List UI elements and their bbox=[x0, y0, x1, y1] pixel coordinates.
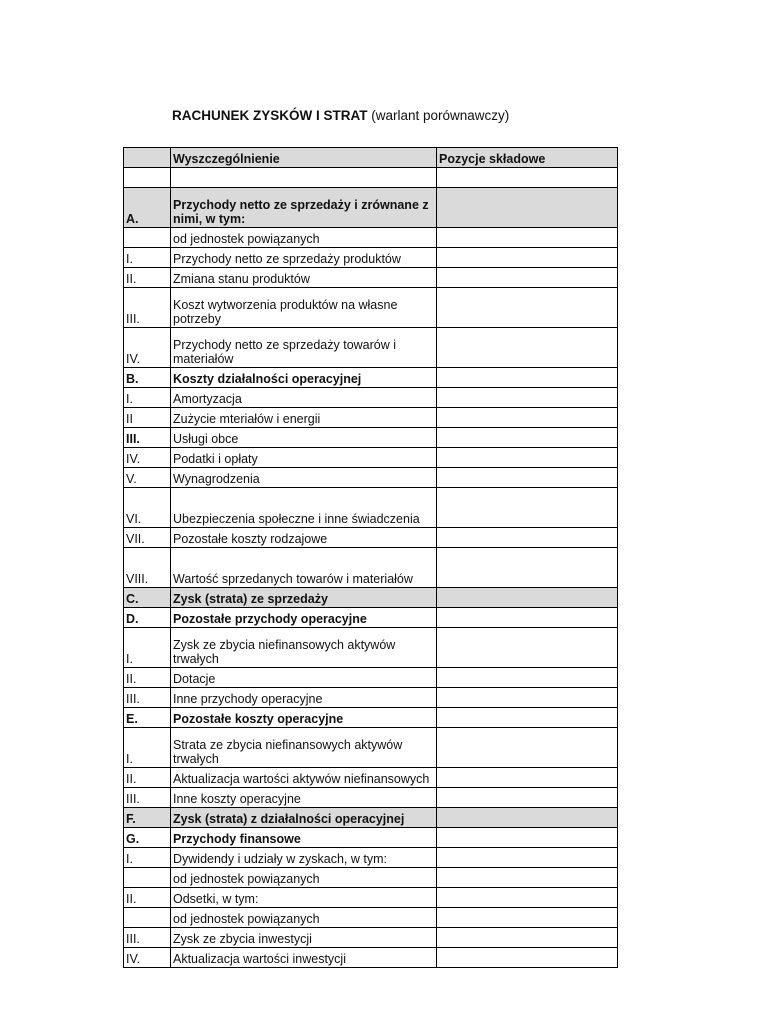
row-description-cell: Ubezpieczenia społeczne i inne świadczenia bbox=[171, 488, 437, 528]
table-row bbox=[124, 848, 618, 868]
row-components-cell bbox=[437, 768, 618, 788]
row-symbol-cell: III. bbox=[124, 428, 171, 448]
row-symbol-cell: I. bbox=[124, 848, 171, 868]
row-symbol-cell: C. bbox=[124, 588, 171, 608]
row-description-cell: Koszt wytworzenia produktów na własne potrzeby bbox=[171, 288, 437, 328]
row-symbol-cell: III. bbox=[124, 288, 171, 328]
row-symbol-cell: III. bbox=[124, 928, 171, 948]
row-description-cell: Zmiana stanu produktów bbox=[171, 268, 437, 288]
row-components-cell bbox=[437, 528, 618, 548]
row-components-cell bbox=[437, 808, 618, 828]
row-symbol-cell: VII. bbox=[124, 528, 171, 548]
table-row bbox=[124, 548, 618, 588]
table-row bbox=[124, 728, 618, 768]
row-components-cell bbox=[437, 628, 618, 668]
row-description-cell: od jednostek powiązanych bbox=[171, 228, 437, 248]
row-symbol-cell: II. bbox=[124, 668, 171, 688]
table-row bbox=[124, 248, 618, 268]
row-description-cell: od jednostek powiązanych bbox=[171, 908, 437, 928]
row-components-cell bbox=[437, 408, 618, 428]
table-row bbox=[124, 188, 618, 228]
row-description-cell: Amortyzacja bbox=[171, 388, 437, 408]
row-symbol-cell: F. bbox=[124, 808, 171, 828]
table-row bbox=[124, 668, 618, 688]
row-symbol-cell bbox=[124, 868, 171, 888]
row-components-cell bbox=[437, 828, 618, 848]
row-description-cell bbox=[171, 168, 437, 188]
table-row bbox=[124, 268, 618, 288]
row-symbol-cell: III. bbox=[124, 688, 171, 708]
row-description-cell: Przychody finansowe bbox=[171, 828, 437, 848]
income-statement-body bbox=[124, 148, 618, 968]
row-symbol-cell: IV. bbox=[124, 448, 171, 468]
row-components-cell bbox=[437, 908, 618, 928]
table-row bbox=[124, 408, 618, 428]
table-row bbox=[124, 488, 618, 528]
table-row bbox=[124, 468, 618, 488]
row-description-cell: Odsetki, w tym: bbox=[171, 888, 437, 908]
table-row bbox=[124, 388, 618, 408]
document-title-variant: (warlant porównawczy) bbox=[367, 108, 510, 123]
table-row bbox=[124, 368, 618, 388]
table-row bbox=[124, 788, 618, 808]
table-row bbox=[124, 928, 618, 948]
row-description-cell: Zysk ze zbycia niefinansowych aktywów trwałych bbox=[171, 628, 437, 668]
row-symbol-cell: IV. bbox=[124, 328, 171, 368]
document-title bbox=[172, 108, 509, 123]
row-description-cell: Pozostałe koszty operacyjne bbox=[171, 708, 437, 728]
table-row bbox=[124, 448, 618, 468]
table-header-row bbox=[124, 148, 618, 168]
row-components-cell bbox=[437, 948, 618, 968]
row-symbol-cell: A. bbox=[124, 188, 171, 228]
row-description-cell: Zużycie mteriałów i energii bbox=[171, 408, 437, 428]
row-symbol-cell: II. bbox=[124, 268, 171, 288]
row-components-cell bbox=[437, 468, 618, 488]
header-components-cell: Pozycje składowe bbox=[437, 148, 618, 168]
row-description-cell: Wartość sprzedanych towarów i materiałów bbox=[171, 548, 437, 588]
row-description-cell: Podatki i opłaty bbox=[171, 448, 437, 468]
income-statement-table bbox=[123, 147, 618, 968]
table-row bbox=[124, 168, 618, 188]
row-description-cell: Wynagrodzenia bbox=[171, 468, 437, 488]
row-components-cell bbox=[437, 428, 618, 448]
table-row bbox=[124, 628, 618, 668]
row-symbol-cell: I. bbox=[124, 388, 171, 408]
row-description-cell: Zysk (strata) z działalności operacyjnej bbox=[171, 808, 437, 828]
row-components-cell bbox=[437, 928, 618, 948]
row-components-cell bbox=[437, 868, 618, 888]
row-components-cell bbox=[437, 248, 618, 268]
row-components-cell bbox=[437, 848, 618, 868]
row-symbol-cell: D. bbox=[124, 608, 171, 628]
row-components-cell bbox=[437, 168, 618, 188]
row-symbol-cell: II. bbox=[124, 888, 171, 908]
row-description-cell: Strata ze zbycia niefinansowych aktywów trwałych bbox=[171, 728, 437, 768]
table-row bbox=[124, 828, 618, 848]
row-components-cell bbox=[437, 288, 618, 328]
header-description-cell: Wyszczególnienie bbox=[171, 148, 437, 168]
row-components-cell bbox=[437, 788, 618, 808]
table-row bbox=[124, 868, 618, 888]
row-symbol-cell: I. bbox=[124, 628, 171, 668]
row-symbol-cell: I. bbox=[124, 248, 171, 268]
row-description-cell: Aktualizacja wartości aktywów niefinansowych bbox=[171, 768, 437, 788]
row-description-cell: Zysk ze zbycia inwestycji bbox=[171, 928, 437, 948]
row-description-cell: Zysk (strata) ze sprzedaży bbox=[171, 588, 437, 608]
row-symbol-cell: II. bbox=[124, 768, 171, 788]
header-symbol-cell bbox=[124, 148, 171, 168]
table-row bbox=[124, 608, 618, 628]
table-row bbox=[124, 228, 618, 248]
row-components-cell bbox=[437, 608, 618, 628]
row-components-cell bbox=[437, 488, 618, 528]
row-components-cell bbox=[437, 368, 618, 388]
row-symbol-cell bbox=[124, 228, 171, 248]
row-components-cell bbox=[437, 228, 618, 248]
row-components-cell bbox=[437, 188, 618, 228]
table-row bbox=[124, 768, 618, 788]
row-symbol-cell bbox=[124, 908, 171, 928]
table-row bbox=[124, 708, 618, 728]
row-description-cell: Pozostałe koszty rodzajowe bbox=[171, 528, 437, 548]
table-row bbox=[124, 588, 618, 608]
table-row bbox=[124, 688, 618, 708]
row-symbol-cell: B. bbox=[124, 368, 171, 388]
row-symbol-cell: III. bbox=[124, 788, 171, 808]
row-components-cell bbox=[437, 688, 618, 708]
row-components-cell bbox=[437, 888, 618, 908]
row-components-cell bbox=[437, 548, 618, 588]
row-description-cell: Przychody netto ze sprzedaży i zrównane z nimi, w tym: bbox=[171, 188, 437, 228]
table-row bbox=[124, 288, 618, 328]
table-row bbox=[124, 428, 618, 448]
table-row bbox=[124, 328, 618, 368]
row-symbol-cell: I. bbox=[124, 728, 171, 768]
table-row bbox=[124, 908, 618, 928]
table-row bbox=[124, 888, 618, 908]
row-description-cell: Dywidendy i udziały w zyskach, w tym: bbox=[171, 848, 437, 868]
row-components-cell bbox=[437, 708, 618, 728]
row-components-cell bbox=[437, 448, 618, 468]
row-symbol-cell: V. bbox=[124, 468, 171, 488]
document-title-main: RACHUNEK ZYSKÓW I STRAT bbox=[172, 108, 368, 123]
row-symbol-cell: II bbox=[124, 408, 171, 428]
row-symbol-cell bbox=[124, 168, 171, 188]
row-components-cell bbox=[437, 588, 618, 608]
row-components-cell bbox=[437, 268, 618, 288]
row-components-cell bbox=[437, 728, 618, 768]
table-row bbox=[124, 528, 618, 548]
row-components-cell bbox=[437, 328, 618, 368]
row-description-cell: Inne przychody operacyjne bbox=[171, 688, 437, 708]
table-row bbox=[124, 808, 618, 828]
row-symbol-cell: IV. bbox=[124, 948, 171, 968]
row-components-cell bbox=[437, 388, 618, 408]
row-description-cell: Pozostałe przychody operacyjne bbox=[171, 608, 437, 628]
row-symbol-cell: VI. bbox=[124, 488, 171, 528]
row-description-cell: Usługi obce bbox=[171, 428, 437, 448]
row-components-cell bbox=[437, 668, 618, 688]
row-description-cell: Przychody netto ze sprzedaży towarów i materiałów bbox=[171, 328, 437, 368]
table-row bbox=[124, 948, 618, 968]
row-description-cell: Koszty działalności operacyjnej bbox=[171, 368, 437, 388]
row-symbol-cell: G. bbox=[124, 828, 171, 848]
row-description-cell: Przychody netto ze sprzedaży produktów bbox=[171, 248, 437, 268]
row-symbol-cell: E. bbox=[124, 708, 171, 728]
row-symbol-cell: VIII. bbox=[124, 548, 171, 588]
row-description-cell: od jednostek powiązanych bbox=[171, 868, 437, 888]
row-description-cell: Dotacje bbox=[171, 668, 437, 688]
row-description-cell: Inne koszty operacyjne bbox=[171, 788, 437, 808]
row-description-cell: Aktualizacja wartości inwestycji bbox=[171, 948, 437, 968]
